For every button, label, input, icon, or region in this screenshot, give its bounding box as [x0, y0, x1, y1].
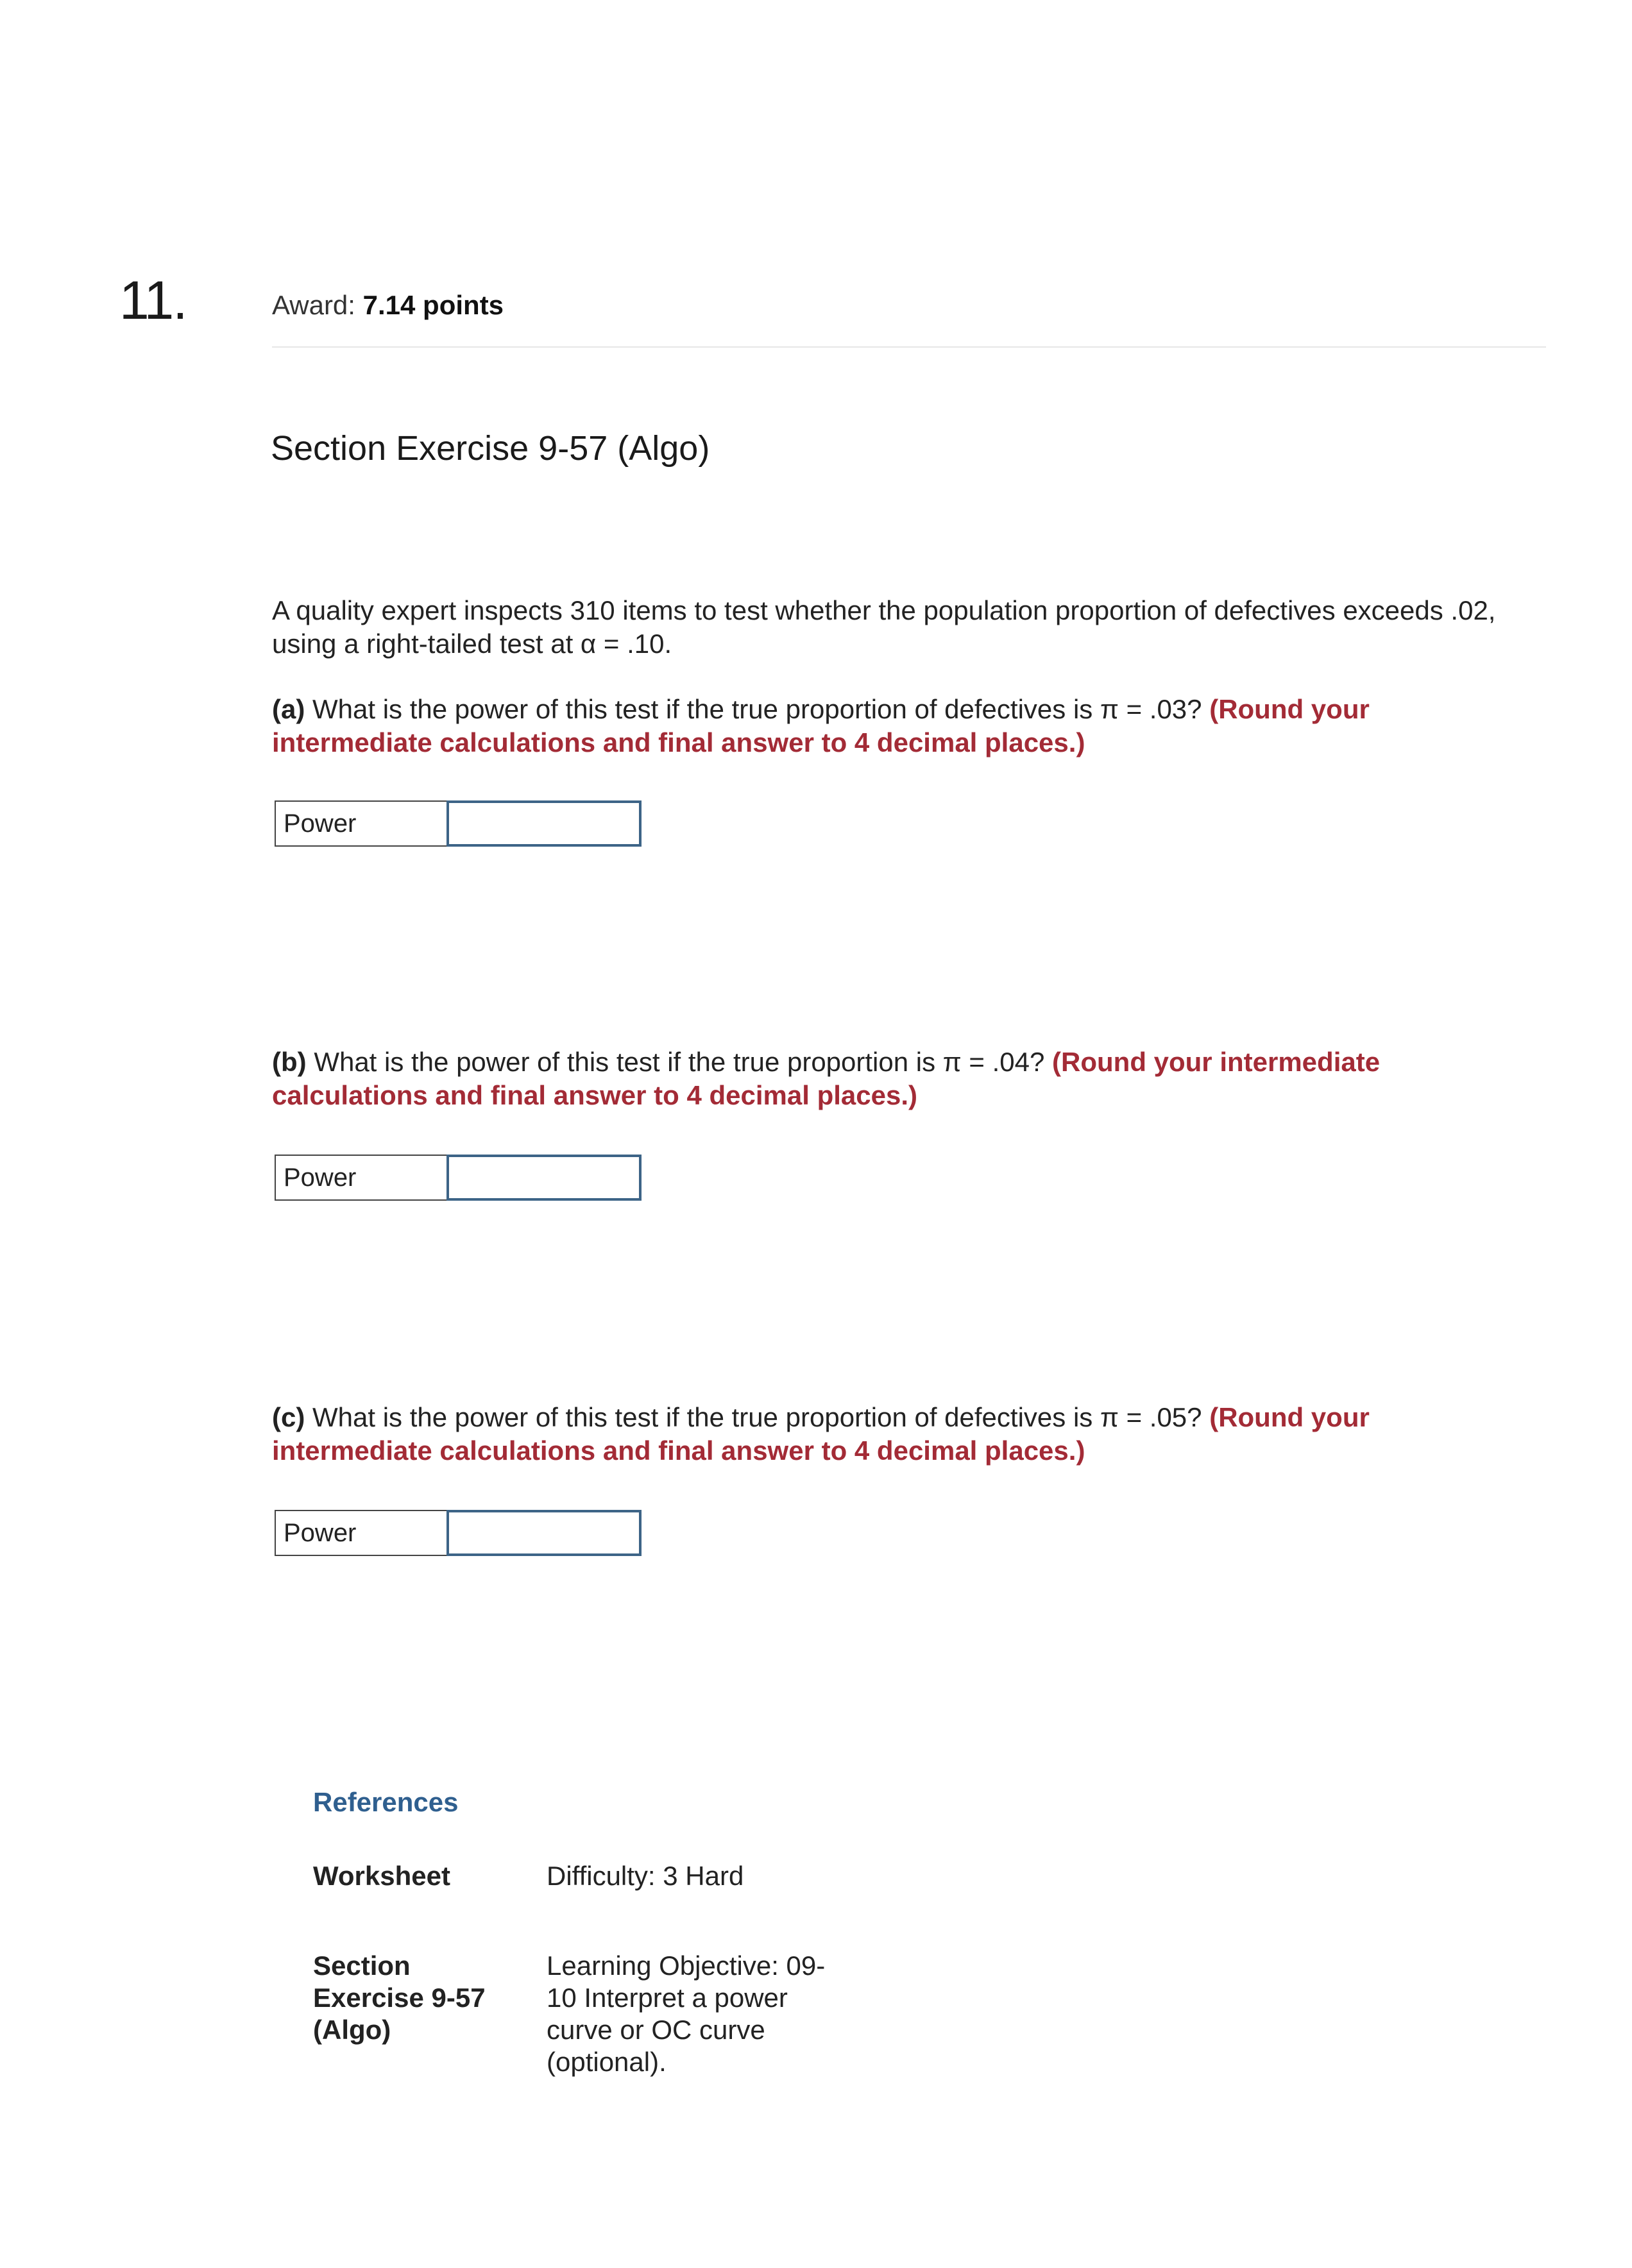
- worksheet-label: Worksheet: [313, 1861, 450, 1891]
- problem-statement: A quality expert inspects 310 items to test whether the population proportion of defectives exceeds .02, using a right-tailed test at α = .10.: [272, 595, 1496, 659]
- section-reference-label: Section Exercise 9-57 (Algo): [313, 1951, 486, 2045]
- part-b-letter: (b): [272, 1047, 307, 1077]
- learning-objective-value: Learning Objective: 09-10 Interpret a power curve or OC curve (optional).: [547, 1951, 826, 2077]
- award-points: [272, 290, 504, 321]
- question-number: 11.: [119, 270, 187, 330]
- part-c-answer-row: [275, 1510, 642, 1556]
- part-a-question: [272, 693, 1517, 759]
- part-b-question: [272, 1045, 1517, 1112]
- references-link[interactable]: References: [313, 1787, 459, 1817]
- award-value: 7.14 points: [362, 290, 504, 320]
- header-divider: [272, 346, 1546, 348]
- difficulty-value: Difficulty: 3 Hard: [547, 1861, 744, 1891]
- part-a-power-input[interactable]: [446, 800, 642, 847]
- part-a-instruction: (Round your intermediate calculations and final answer to 4 decimal places.): [272, 694, 1370, 757]
- part-c-letter: (c): [272, 1402, 305, 1432]
- part-b-text: What is the power of this test if the true proportion is π = .04?: [314, 1047, 1045, 1077]
- part-b-power-input[interactable]: [446, 1155, 642, 1201]
- part-b-instruction: (Round your intermediate calculations and final answer to 4 decimal places.): [272, 1047, 1381, 1110]
- part-c-power-input[interactable]: [446, 1510, 642, 1556]
- exercise-title: Section Exercise 9-57 (Algo): [271, 429, 710, 468]
- award-label: Award:: [272, 290, 355, 320]
- part-c-answer-label: Power: [275, 1510, 446, 1556]
- part-a-answer-row: [275, 800, 642, 847]
- part-a-answer-label: Power: [275, 800, 446, 847]
- part-a-letter: (a): [272, 694, 305, 724]
- part-c-text: What is the power of this test if the true proportion of defectives is π = .05?: [312, 1402, 1202, 1432]
- part-b-answer-row: [275, 1155, 642, 1201]
- part-c-question: [272, 1401, 1517, 1468]
- part-c-instruction: (Round your intermediate calculations and final answer to 4 decimal places.): [272, 1402, 1370, 1466]
- part-b-answer-label: Power: [275, 1155, 446, 1201]
- part-a-text: What is the power of this test if the true proportion of defectives is π = .03?: [312, 694, 1202, 724]
